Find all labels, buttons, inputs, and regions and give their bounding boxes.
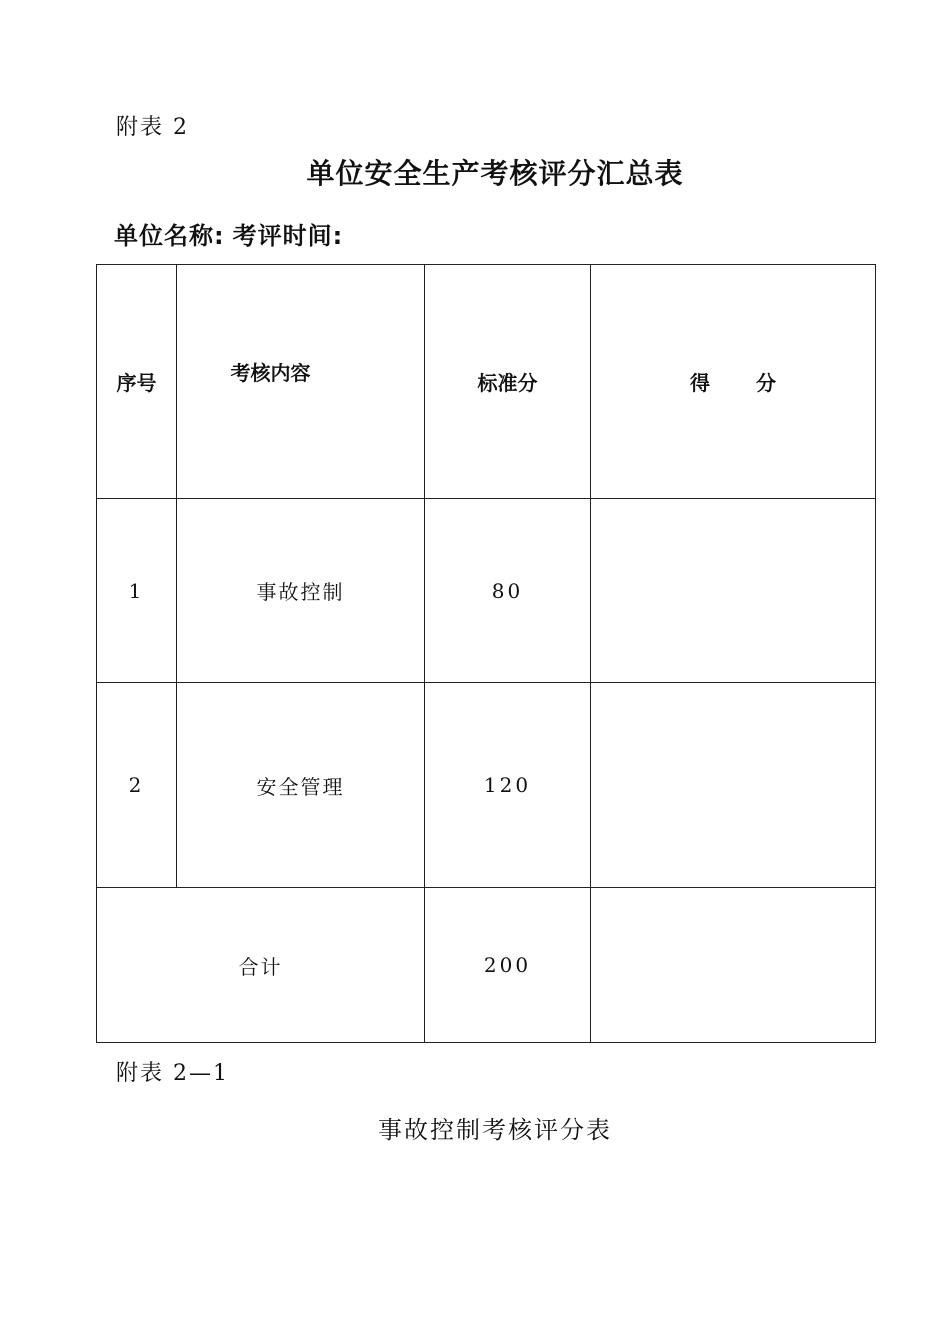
row-score[interactable]: [591, 499, 876, 683]
row-content: 事故控制: [177, 499, 425, 683]
header-seq-cell: [97, 265, 177, 499]
header-score-cell: [591, 265, 876, 499]
header-score-a: 得: [690, 371, 710, 395]
header-seq: 序号: [116, 371, 157, 395]
document-title: 单位安全生产考核评分汇总表: [306, 157, 684, 190]
header-content: 考核内容: [230, 361, 311, 385]
row-seq: 2: [97, 683, 177, 888]
eval-time-label: 考评时间:: [232, 222, 344, 250]
table-header-row: [97, 265, 876, 499]
unit-info-line: [114, 216, 343, 251]
row-content: 安全管理: [177, 683, 425, 888]
header-score-b: 分: [756, 371, 776, 395]
summary-table: [96, 264, 876, 1043]
table-total-row: [97, 888, 876, 1043]
row-score[interactable]: [591, 683, 876, 888]
row-standard: 80: [425, 499, 591, 683]
unit-name-label: 单位名称:: [114, 222, 225, 250]
total-label: 合计: [97, 888, 425, 1043]
table-row: [97, 499, 876, 683]
header-content-cell: [177, 265, 425, 499]
row-seq: 1: [97, 499, 177, 683]
row-standard: 120: [425, 683, 591, 888]
sub-table-title: 事故控制考核评分表: [378, 1116, 612, 1144]
total-standard: 200: [425, 888, 591, 1043]
header-standard-cell: [425, 265, 591, 499]
sub-attachment-label: 附表 2—1: [116, 1061, 229, 1086]
header-standard: 标准分: [477, 371, 538, 395]
table-row: [97, 683, 876, 888]
attachment-label: 附表 2: [116, 115, 189, 140]
total-score[interactable]: [591, 888, 876, 1043]
